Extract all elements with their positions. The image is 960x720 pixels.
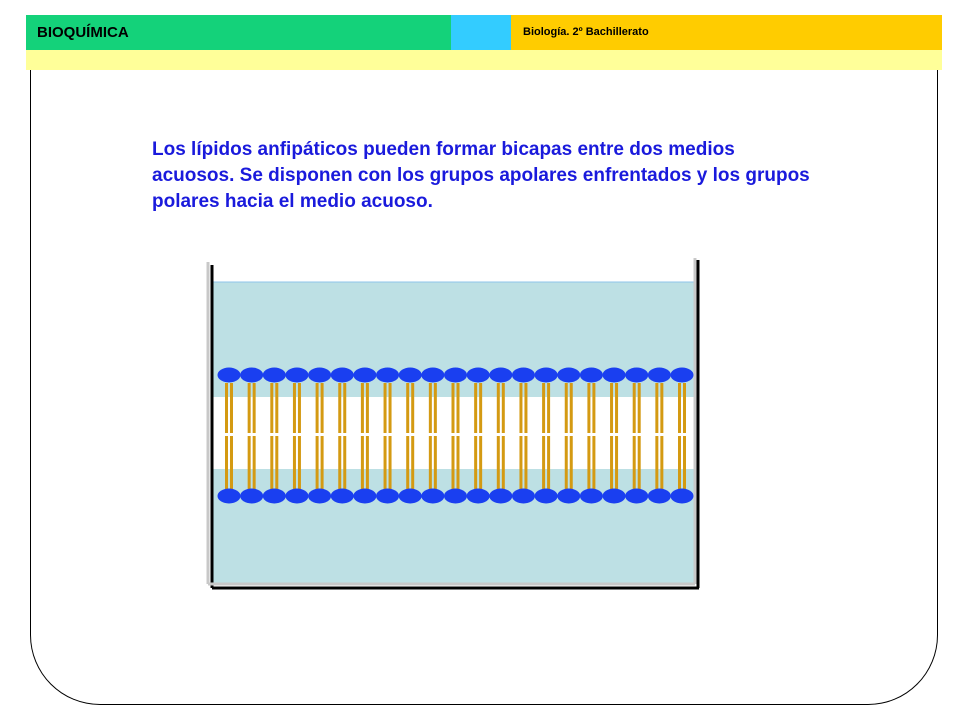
lipid-head-lower [444,489,467,504]
lipid-tail [452,436,455,494]
lipid-head-lower [376,489,399,504]
lipid-head-lower [331,489,354,504]
lipid-tail [321,383,324,433]
lipid-tail [479,436,482,494]
header-subtitle: Biología. 2º Bachillerato [523,26,649,38]
lipid-tail [361,383,364,433]
lipid-head-lower [308,489,331,504]
lipid-tail [497,436,500,494]
lipid-tail [316,436,319,494]
lipid-head-lower [603,489,626,504]
lipid-tail [411,383,414,433]
lipid-tail [587,436,590,494]
lipid-tail [474,436,477,494]
lipid-tail [338,436,341,494]
lipid-tail [389,383,392,433]
lipid-head-upper [263,368,286,383]
lipid-tail [615,383,618,433]
lipid-tail [547,383,550,433]
lipid-tail [660,383,663,433]
lipid-tail [275,436,278,494]
lipid-tail [638,436,641,494]
lipid-tail [479,383,482,433]
lipid-tail [361,436,364,494]
lipid-tail [565,383,568,433]
lipid-tail [524,383,527,433]
lipid-tail [434,436,437,494]
lipid-tail [434,383,437,433]
lipid-head-lower [399,489,422,504]
lipid-head-upper [376,368,399,383]
lipid-tail [592,436,595,494]
lipid-tail [429,383,432,433]
lipid-tail [592,383,595,433]
lipid-tail [660,436,663,494]
lipid-head-upper [444,368,467,383]
lipid-head-upper [557,368,580,383]
lipid-head-lower [353,489,376,504]
lipid-head-upper [625,368,648,383]
lipid-head-lower [218,489,241,504]
lipid-head-upper [648,368,671,383]
lipid-head-lower [557,489,580,504]
lipid-tail [542,383,545,433]
lipid-head-upper [603,368,626,383]
header-subbar [26,50,942,70]
lipid-tail [275,383,278,433]
lipid-tail [655,383,658,433]
lipid-tail [610,436,613,494]
lipid-tail [248,436,251,494]
lipid-head-upper [218,368,241,383]
lipid-head-lower [421,489,444,504]
lipid-head-lower [263,489,286,504]
lipid-tail [429,436,432,494]
lipid-head-upper [580,368,603,383]
lipid-tail [225,383,228,433]
lipid-tail [411,436,414,494]
lipid-tail [457,436,460,494]
lipid-tail [524,436,527,494]
lipid-head-lower [671,489,694,504]
lipid-tail [610,383,613,433]
lipid-tail [570,436,573,494]
lipid-tail [502,383,505,433]
lipid-tail [406,383,409,433]
lipid-tail [384,436,387,494]
lipid-head-upper [399,368,422,383]
lipid-tail [587,383,590,433]
lipid-tail [321,436,324,494]
lipid-tail [293,383,296,433]
lipid-head-lower [648,489,671,504]
lipid-tail [519,383,522,433]
lipid-head-upper [671,368,694,383]
lipid-tail [298,383,301,433]
lipid-tail [384,383,387,433]
lipid-tail [457,383,460,433]
lipid-tail [366,383,369,433]
lipid-tail [655,436,658,494]
description-text: Los lípidos anfipáticos pueden formar bicapas entre dos medios acuosos. Se disponen con los grupos apolares enfrentados y los grupos polares hacia el medio acuoso. [152,139,810,212]
lipid-head-lower [535,489,558,504]
lipid-head-lower [467,489,490,504]
lipid-tail [225,436,228,494]
lipid-tail [633,383,636,433]
lipid-head-upper [489,368,512,383]
lipid-head-lower [512,489,535,504]
lipid-tail [452,383,455,433]
lipid-head-upper [240,368,263,383]
lipid-tail [547,436,550,494]
lipid-tail [316,383,319,433]
lipid-tail [570,383,573,433]
lipid-tail [366,436,369,494]
lipid-head-upper [308,368,331,383]
lipid-tail [633,436,636,494]
lipid-head-lower [489,489,512,504]
lipid-tail [253,436,256,494]
lipid-tail [615,436,618,494]
lipid-tail [519,436,522,494]
lipid-head-lower [240,489,263,504]
lipid-head-upper [353,368,376,383]
lipid-tail [298,436,301,494]
lipid-tail [389,436,392,494]
lipid-bilayer-svg [195,250,715,600]
lipid-head-upper [535,368,558,383]
lipid-tail [565,436,568,494]
lipid-tail [638,383,641,433]
lipid-bilayer-diagram [195,250,715,600]
header-cyan-block [451,15,511,50]
lipid-head-lower [580,489,603,504]
lipid-tail [270,436,273,494]
lipid-tail [270,383,273,433]
lipid-tail [474,383,477,433]
lipid-head-lower [285,489,308,504]
lipid-tail [343,383,346,433]
lipid-tail [406,436,409,494]
lipid-head-upper [467,368,490,383]
header-bar [26,15,942,50]
lipid-tail [683,436,686,494]
lipid-tail [343,436,346,494]
lipid-tail [497,383,500,433]
lipid-tail [678,436,681,494]
lipid-head-upper [331,368,354,383]
lipid-tail [542,436,545,494]
header-title: BIOQUÍMICA [37,24,129,41]
lipid-head-upper [421,368,444,383]
lipid-tail [248,383,251,433]
lipid-head-lower [625,489,648,504]
lipid-tail [253,383,256,433]
lipid-tail [338,383,341,433]
lipid-tail [293,436,296,494]
lipid-head-upper [512,368,535,383]
lipid-tail [230,383,233,433]
lipid-head-upper [285,368,308,383]
lipid-tail [678,383,681,433]
lipid-tail [502,436,505,494]
lipid-tail [230,436,233,494]
lipid-tail [683,383,686,433]
